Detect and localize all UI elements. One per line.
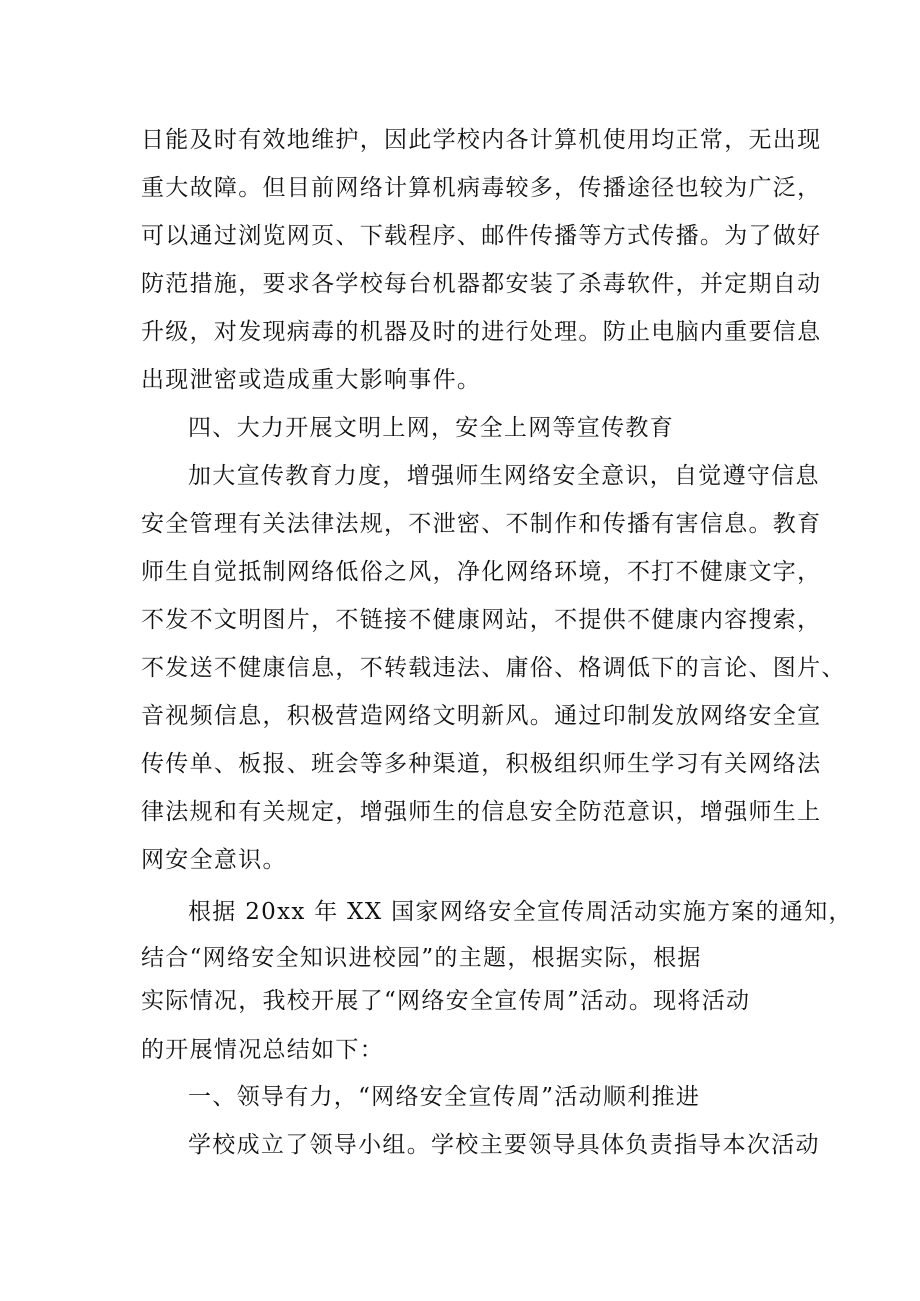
body-text-line: 师生自觉抵制网络低俗之风，净化网络环境，不打不健康文字， [141, 559, 822, 585]
body-text-line: 传传单、板报、班会等多种渠道，积极组织师生学习有关网络法 [141, 751, 822, 777]
body-text-line: 根据 20xx 年 XX 国家网络安全宣传周活动实施方案的通知， [188, 899, 853, 925]
body-text-line: 音视频信息，积极营造网络文明新风。通过印制发放网络安全宣 [141, 703, 822, 729]
body-text-line: 网安全意识。 [141, 847, 287, 873]
body-text-line: 的开展情况总结如下： [141, 1037, 384, 1063]
body-text-line: 升级，对发现病毒的机器及时的进行处理。防止电脑内重要信息 [141, 319, 822, 345]
body-text-line: 日能及时有效地维护，因此学校内各计算机使用均正常，无出现 [141, 127, 822, 153]
body-text-line: 可以通过浏览网页、下载程序、邮件传播等方式传播。为了做好 [141, 223, 822, 249]
body-text-line: 重大故障。但目前网络计算机病毒较多，传播途径也较为广泛， [141, 175, 822, 201]
body-text-line: 安全管理有关法律法规，不泄密、不制作和传播有害信息。教育 [141, 511, 822, 537]
section-heading: 四、大力开展文明上网，安全上网等宣传教育 [188, 415, 674, 441]
body-text-line: 律法规和有关规定，增强师生的信息安全防范意识，增强师生上 [141, 799, 822, 825]
section-heading: 一、领导有力，“网络安全宣传周”活动顺利推进 [188, 1084, 701, 1110]
body-text-line: 实际情况，我校开展了“网络安全宣传周”活动。现将活动 [141, 988, 751, 1014]
body-text-line: 结合“网络安全知识进校园”的主题，根据实际，根据 [141, 945, 702, 971]
body-text-line: 不发送不健康信息，不转载违法、庸俗、格调低下的言论、图片、 [141, 655, 846, 681]
body-text-line: 出现泄密或造成重大影响事件。 [141, 367, 482, 393]
body-text-line: 加大宣传教育力度，增强师生网络安全意识，自觉遵守信息 [188, 463, 820, 489]
body-text-line: 不发不文明图片，不链接不健康网站，不提供不健康内容搜索， [141, 607, 822, 633]
body-text-line: 学校成立了领导小组。学校主要领导具体负责指导本次活动 [188, 1132, 820, 1158]
body-text-line: 防范措施，要求各学校每台机器都安装了杀毒软件，并定期自动 [141, 271, 822, 297]
